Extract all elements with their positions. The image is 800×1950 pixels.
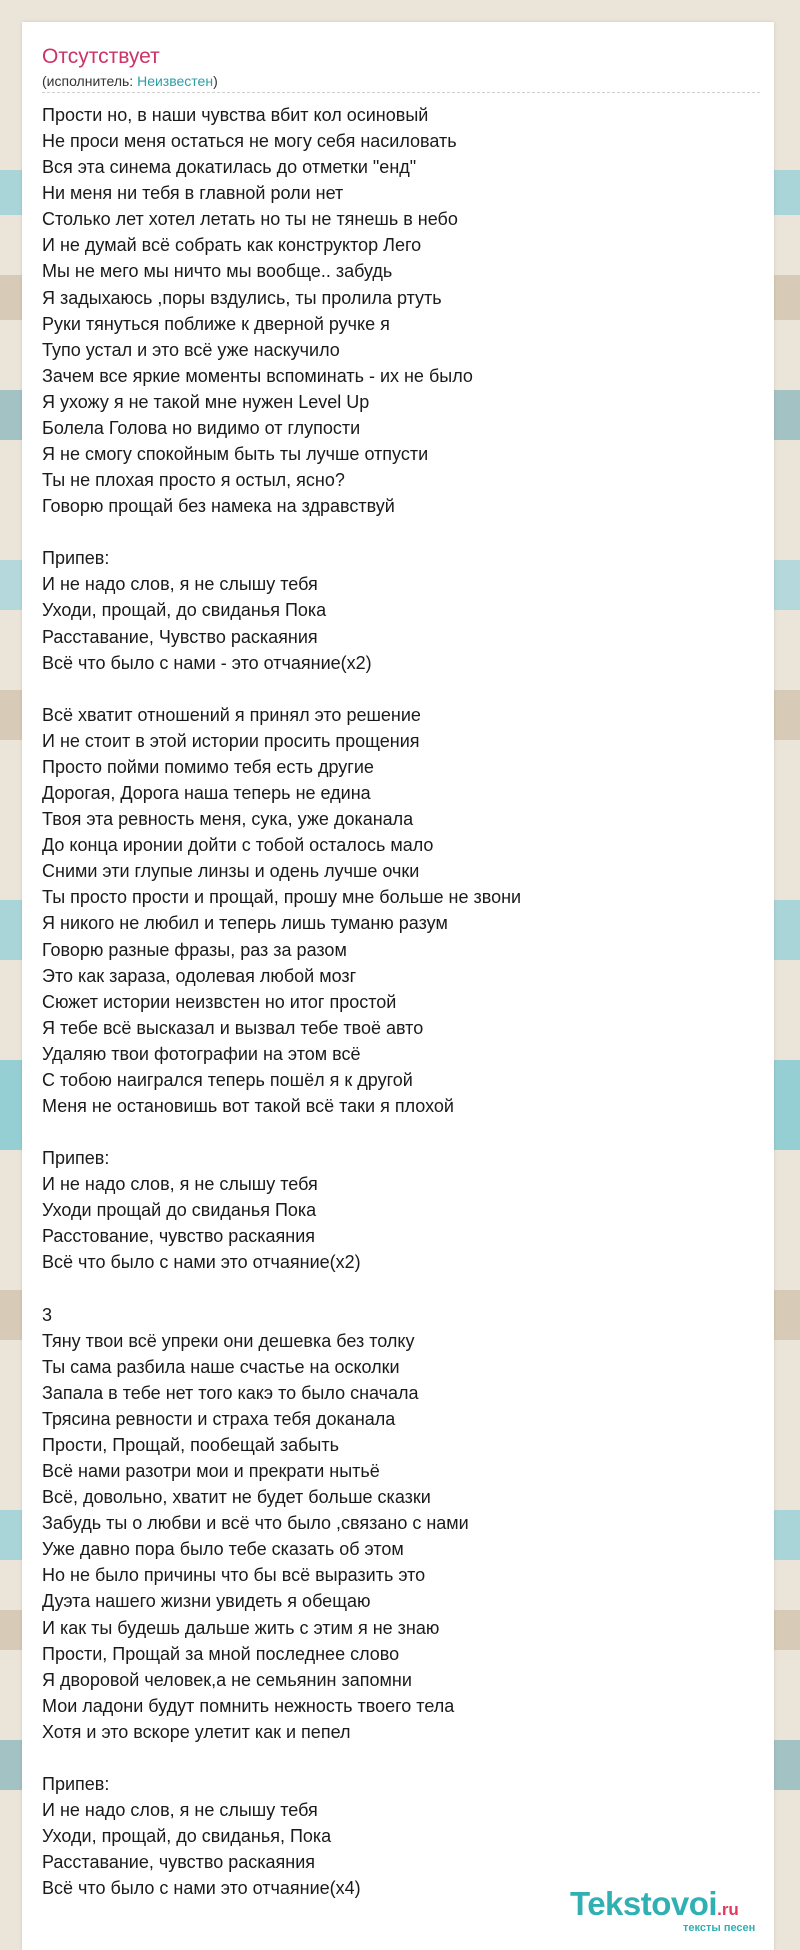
lyrics-line: Припев: (42, 1774, 110, 1794)
lyrics-line: 3 (42, 1304, 53, 1325)
site-logo[interactable] (548, 1884, 778, 1940)
lyrics-line: Просто пойми помимо тебя есть другие (42, 756, 374, 777)
lyrics-line: Расстование, чувство раскаяния (42, 1226, 315, 1247)
lyrics-line: Но не было причины что бы всё выразить это (42, 1565, 426, 1586)
lyrics-line: И не стоит в этой истории просить прощения (42, 730, 420, 751)
lyrics-line: И не думай всё собрать как конструктор Лего (42, 235, 422, 256)
lyrics-line: Я тебе всё высказал и вызвал тебе твоё авто (42, 1017, 424, 1038)
lyrics-line: Всё что было с нами - это отчаяние(x2) (42, 652, 372, 673)
lyrics-line: Забудь ты о любви и всё что было ,связано с нами (42, 1513, 469, 1534)
lyrics-line: Вся эта синема докатилась до отметки "енд" (42, 157, 417, 178)
lyrics-text (42, 102, 754, 1901)
lyrics-line: Не проси меня остаться не могу себя насиловать (42, 131, 457, 152)
lyrics-blank-line (42, 1276, 754, 1302)
lyrics-line: Я задыхаюсь ,поры вздулись, ты пролила ртуть (42, 287, 442, 308)
artist-prefix: (исполнитель: (42, 73, 138, 89)
lyrics-line: Запала в тебе нет того какэ то было сначала (42, 1382, 419, 1403)
lyrics-line: И как ты будешь дальше жить с этим я не знаю (42, 1617, 440, 1638)
lyrics-line: Болела Голова но видимо от глупости (42, 417, 361, 438)
logo-main-text: Tekstovoi (570, 1885, 718, 1922)
lyrics-line: Припев: (42, 548, 110, 569)
lyrics-line: Всё хватит отношений я принял это решение (42, 704, 421, 725)
lyrics-line: Тяну твои всё упреки они дешевка без толку (42, 1330, 415, 1351)
lyrics-line: Сними эти глупые линзы и одень лучше очки (42, 861, 420, 882)
lyrics-line: Руки тянуться поближе к дверной ручке я (42, 313, 390, 334)
lyrics-blank-line (42, 519, 754, 545)
lyrics-line: Удаляю твои фотографии на этом всё (42, 1043, 361, 1064)
logo-tagline: тексты песен (683, 1922, 756, 1934)
lyrics-line: Зачем все яркие моменты вспоминать - их не было (42, 365, 473, 386)
lyrics-line: Всё что было с нами это отчаяние(x2) (42, 1252, 361, 1273)
artist-link[interactable]: Неизвестен (137, 73, 214, 89)
lyrics-blank-line (42, 1745, 754, 1771)
lyrics-line: Твоя эта ревность меня, сука, уже доканала (42, 809, 414, 830)
lyrics-line: Всё, довольно, хватит не будет больше сказки (42, 1487, 431, 1508)
lyrics-line: Мои ладони будут помнить нежность твоего тела (42, 1695, 455, 1716)
lyrics-line: Уходи, прощай, до свиданья, Пока (42, 1826, 332, 1847)
lyrics-line: Дорогая, Дорога наша теперь не едина (42, 783, 371, 804)
lyrics-line: Я ухожу я не такой мне нужен Level Up (42, 391, 370, 412)
lyrics-line: Хотя и это вскоре улетит как и пепел (42, 1721, 351, 1742)
lyrics-line: Прости но, в наши чувства вбит кол осиновый (42, 105, 429, 125)
lyrics-line: Сюжет истории неизвстен но итог простой (42, 991, 397, 1012)
lyrics-line: И не надо слов, я не слышу тебя (42, 1800, 318, 1821)
logo-tld: .ru (717, 1900, 739, 1919)
lyrics-line: И не надо слов, я не слышу тебя (42, 1174, 318, 1195)
lyrics-line: И не надо слов, я не слышу тебя (42, 574, 318, 595)
lyrics-line: Прости, Прощай за мной последнее слово (42, 1643, 400, 1664)
song-title: Отсутствует (42, 45, 160, 68)
lyrics-line: Расставание, чувство раскаяния (42, 1852, 315, 1873)
lyrics-line: Говорю разные фразы, раз за разом (42, 939, 347, 960)
artist-suffix: ) (213, 73, 218, 89)
lyrics-line: Уходи прощай до свиданья Пока (42, 1200, 317, 1221)
lyrics-line: Ни меня ни тебя в главной роли нет (42, 183, 344, 204)
lyrics-line: Прости, Прощай, пообещай забыть (42, 1434, 339, 1455)
lyrics-line: Тупо устал и это всё уже наскучило (42, 339, 340, 360)
lyrics-line: Припев: (42, 1148, 110, 1169)
lyrics-card (22, 22, 774, 1950)
lyrics-line: Я не смогу спокойным быть ты лучше отпусти (42, 444, 429, 465)
lyrics-line: Ты не плохая просто я остыл, ясно? (42, 470, 345, 491)
lyrics-line: Я дворовой человек,а не семьянин запомни (42, 1669, 412, 1690)
lyrics-line: Я никого не любил и теперь лишь туманю разум (42, 913, 448, 934)
header-divider (42, 92, 760, 93)
lyrics-line: Мы не мего мы ничто мы вообще.. забудь (42, 261, 393, 282)
lyrics-line: Ты сама разбила наше счастье на осколки (42, 1356, 400, 1377)
lyrics-line: Говорю прощай без намека на здравствуй (42, 496, 395, 517)
lyrics-line: Уже давно пора было тебе сказать об этом (42, 1539, 404, 1560)
lyrics-line: Это как зараза, одолевая любой мозг (42, 965, 357, 986)
lyrics-line: Расставание, Чувство раскаяния (42, 626, 318, 647)
lyrics-line: Всё что было с нами это отчаяние(x4) (42, 1878, 361, 1899)
artist-line (42, 72, 218, 90)
lyrics-line: Всё нами разотри мои и прекрати нытьё (42, 1461, 380, 1482)
lyrics-line: Столько лет хотел летать но ты не тянешь в небо (42, 209, 458, 230)
lyrics-line: Ты просто прости и прощай, прошу мне больше не звони (42, 887, 522, 908)
lyrics-line: С тобою наигрался теперь пошёл я к другой (42, 1069, 413, 1090)
lyrics-line: Трясина ревности и страха тебя доканала (42, 1408, 396, 1429)
lyrics-line: Дуэта нашего жизни увидеть я обещаю (42, 1591, 371, 1612)
lyrics-line: До конца иронии дойти с тобой осталось мало (42, 835, 434, 856)
lyrics-blank-line (42, 676, 754, 702)
lyrics-blank-line (42, 1119, 754, 1145)
lyrics-line: Меня не остановишь вот такой всё таки я плохой (42, 1095, 454, 1116)
lyrics-line: Уходи, прощай, до свиданья Пока (42, 600, 327, 621)
